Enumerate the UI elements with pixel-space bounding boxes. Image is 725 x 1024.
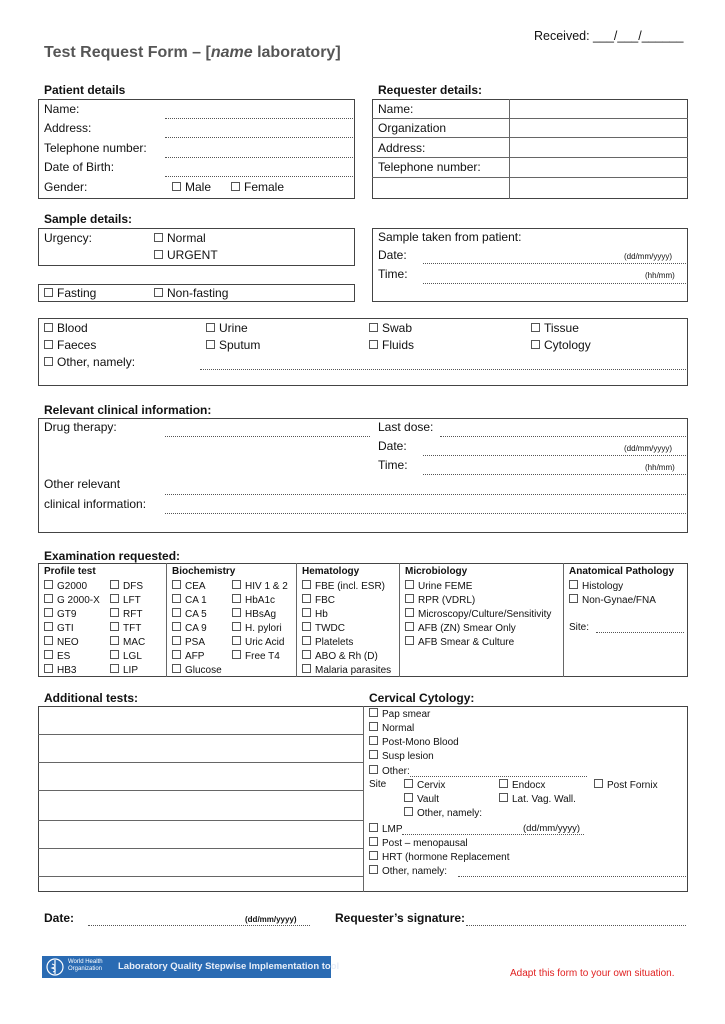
anat-site-field[interactable] — [596, 632, 684, 633]
biochem-heading: Biochemistry — [172, 566, 236, 577]
requester-divider — [509, 99, 510, 199]
exam-checkbox[interactable]: DFS — [110, 580, 143, 592]
requester-name-label: Name: — [378, 102, 414, 116]
requester-row-line — [372, 137, 688, 138]
type-urine-checkbox[interactable]: Urine — [206, 321, 248, 335]
type-blood-checkbox[interactable]: Blood — [44, 321, 88, 335]
exam-checkbox[interactable]: Non-Gynae/FNA — [569, 594, 656, 606]
exam-checkbox[interactable]: Platelets — [302, 636, 353, 648]
received-line: Received: ___/___/______ — [534, 29, 684, 43]
additional-row-line[interactable] — [38, 820, 363, 821]
exam-checkbox[interactable]: AFP — [172, 650, 204, 662]
cervical-checkbox[interactable]: Susp lesion — [369, 750, 434, 762]
hematology-heading: Hematology — [302, 566, 360, 577]
type-cytology-checkbox[interactable]: Cytology — [531, 338, 591, 352]
exam-checkbox[interactable]: G2000 — [44, 580, 87, 592]
type-tissue-checkbox[interactable]: Tissue — [531, 321, 579, 335]
exam-checkbox[interactable]: Histology — [569, 580, 623, 592]
exam-checkbox[interactable]: LIP — [110, 664, 138, 676]
additional-heading: Additional tests: — [44, 691, 139, 705]
type-swab-checkbox[interactable]: Swab — [369, 321, 412, 335]
requester-row-line — [372, 177, 688, 178]
signature-label: Requester’s signature: — [335, 911, 466, 925]
exam-checkbox[interactable]: HBsAg — [232, 608, 276, 620]
exam-checkbox[interactable]: LGL — [110, 650, 142, 662]
additional-row-line[interactable] — [38, 790, 363, 791]
sample-date-label: Date: — [378, 248, 407, 262]
cervical-heading: Cervical Cytology: — [369, 691, 475, 705]
lmp-field[interactable] — [402, 834, 584, 835]
exam-checkbox[interactable]: G 2000-X — [44, 594, 100, 606]
drug-therapy-label: Drug therapy: — [44, 420, 117, 434]
site-checkbox[interactable]: Endocx — [499, 779, 545, 791]
exam-divider — [296, 563, 297, 677]
who-tool-name: Laboratory Quality Stepwise Implementation tool — [118, 961, 340, 972]
sample-date-format: (dd/mm/yyyy) — [624, 252, 672, 261]
other-clinical-label-2: clinical information: — [44, 497, 147, 511]
urgency-label: Urgency: — [44, 231, 93, 245]
exam-checkbox[interactable]: Glucose — [172, 664, 222, 676]
exam-divider — [563, 563, 564, 677]
additional-row-line[interactable] — [38, 734, 363, 735]
exam-checkbox[interactable]: ES — [44, 650, 70, 662]
patient-name-label: Name: — [44, 102, 80, 116]
patient-address-field[interactable] — [165, 137, 353, 138]
exam-checkbox[interactable]: CA 1 — [172, 594, 207, 606]
exam-checkbox[interactable]: MAC — [110, 636, 145, 648]
who-logo-text: World Health Organization — [68, 959, 103, 972]
exam-checkbox[interactable]: HbA1c — [232, 594, 275, 606]
clinical-date-format: (dd/mm/yyyy) — [624, 444, 672, 453]
exam-checkbox[interactable]: Uric Acid — [232, 636, 284, 648]
gender-male-checkbox[interactable]: Male — [172, 180, 211, 194]
exam-checkbox[interactable]: HB3 — [44, 664, 76, 676]
other-clinical-field-1[interactable] — [165, 494, 686, 495]
sample-taken-label: Sample taken from patient: — [378, 230, 522, 244]
sample-time-format: (hh/mm) — [645, 271, 675, 280]
type-fluids-checkbox[interactable]: Fluids — [369, 338, 414, 352]
drug-therapy-field[interactable] — [165, 436, 370, 437]
footer-date-field[interactable] — [88, 925, 310, 926]
sample-date-field[interactable] — [423, 263, 686, 264]
exam-checkbox[interactable]: ABO & Rh (D) — [302, 650, 378, 662]
sample-heading: Sample details: — [44, 212, 133, 226]
clinical-time-label: Time: — [378, 458, 408, 472]
exam-checkbox[interactable]: H. pylori — [232, 622, 282, 634]
anat-path-heading: Anatomical Pathology — [569, 566, 675, 577]
site-checkbox[interactable]: Lat. Vag. Wall. — [499, 793, 576, 805]
clinical-date-field[interactable] — [423, 455, 686, 456]
exam-checkbox[interactable]: AFB Smear & Culture — [405, 636, 514, 648]
microbiology-heading: Microbiology — [405, 566, 468, 577]
other-clinical-field-2[interactable] — [165, 513, 686, 514]
exam-checkbox[interactable]: Free T4 — [232, 650, 280, 662]
cervical-other-namely-field[interactable] — [458, 876, 686, 877]
signature-field[interactable] — [466, 925, 686, 926]
exam-checkbox[interactable]: RPR (VDRL) — [405, 594, 475, 606]
site-checkbox[interactable]: Post Fornix — [594, 779, 658, 791]
site-checkbox[interactable]: Cervix — [404, 779, 445, 791]
exam-checkbox[interactable]: Hb — [302, 608, 328, 620]
cervical-checkbox[interactable]: HRT (hormone Replacement — [369, 851, 509, 863]
type-other-field[interactable] — [200, 369, 686, 370]
who-banner — [42, 956, 340, 978]
requester-phone-label: Telephone number: — [378, 160, 481, 174]
requester-org-label: Organization — [378, 121, 447, 135]
exam-checkbox[interactable]: GT9 — [44, 608, 76, 620]
clinical-heading: Relevant clinical information: — [44, 403, 212, 417]
exam-checkbox[interactable]: Microscopy/Culture/Sensitivity — [405, 608, 551, 620]
exam-checkbox[interactable]: TWDC — [302, 622, 345, 634]
clinical-time-format: (hh/mm) — [645, 463, 675, 472]
requester-heading: Requester details: — [378, 83, 483, 97]
cervical-checkbox[interactable]: Pap smear — [369, 708, 430, 720]
sample-time-label: Time: — [378, 267, 408, 281]
sample-type-box — [38, 318, 688, 386]
type-sputum-checkbox[interactable]: Sputum — [206, 338, 260, 352]
urgency-urgent-checkbox[interactable]: URGENT — [154, 248, 218, 262]
urgency-normal-checkbox[interactable]: Normal — [154, 231, 206, 245]
additional-row-line[interactable] — [38, 762, 363, 763]
fasting-checkbox[interactable]: Fasting — [44, 286, 96, 300]
exam-checkbox[interactable]: FBC — [302, 594, 335, 606]
footer-date-format: (dd/mm/yyyy) — [245, 915, 297, 924]
cervical-other-field[interactable] — [410, 776, 587, 777]
page-title: Test Request Form – [name laboratory] — [44, 44, 341, 61]
exam-checkbox[interactable]: HIV 1 & 2 — [232, 580, 288, 592]
site-checkbox[interactable]: Vault — [404, 793, 439, 805]
exam-checkbox[interactable]: CEA — [172, 580, 206, 592]
patient-dob-label: Date of Birth: — [44, 160, 115, 174]
patient-heading: Patient details — [44, 83, 126, 97]
site-checkbox[interactable]: Other, namely: — [404, 807, 482, 819]
exam-checkbox[interactable]: Malaria parasites — [302, 664, 391, 676]
clinical-date-label: Date: — [378, 439, 407, 453]
lmp-checkbox[interactable]: LMP — [369, 823, 403, 835]
footer-date-label: Date: — [44, 911, 75, 925]
last-dose-field[interactable] — [440, 436, 686, 437]
additional-divider — [363, 706, 364, 892]
requester-address-label: Address: — [378, 141, 426, 155]
sample-time-field[interactable] — [423, 283, 686, 284]
cervical-checkbox[interactable]: Other: — [369, 765, 410, 777]
exam-checkbox[interactable]: RFT — [110, 608, 142, 620]
exam-checkbox[interactable]: AFB (ZN) Smear Only — [405, 622, 516, 634]
patient-phone-field[interactable] — [165, 157, 353, 158]
exam-heading: Examination requested: — [44, 549, 181, 563]
exam-checkbox[interactable]: FBE (incl. ESR) — [302, 580, 385, 592]
last-dose-label: Last dose: — [378, 420, 434, 434]
patient-address-label: Address: — [44, 121, 92, 135]
patient-phone-label: Telephone number: — [44, 141, 147, 155]
exam-checkbox[interactable]: PSA — [172, 636, 205, 648]
additional-row-line[interactable] — [38, 848, 363, 849]
additional-row-line[interactable] — [38, 876, 363, 877]
requester-row-line — [372, 118, 688, 119]
profile-test-heading: Profile test — [44, 566, 96, 577]
exam-checkbox[interactable]: TFT — [110, 622, 141, 634]
patient-gender-label: Gender: — [44, 180, 88, 194]
cervical-checkbox[interactable]: Post – menopausal — [369, 837, 468, 849]
cervical-checkbox[interactable]: Other, namely: — [369, 865, 447, 877]
exam-checkbox[interactable]: Urine FEME — [405, 580, 472, 592]
exam-divider — [166, 563, 167, 677]
exam-checkbox[interactable]: LFT — [110, 594, 141, 606]
cervical-checkbox[interactable]: Post-Mono Blood — [369, 736, 459, 748]
exam-checkbox[interactable]: CA 9 — [172, 622, 207, 634]
cervical-checkbox[interactable]: Normal — [369, 722, 414, 734]
patient-dob-field[interactable] — [165, 176, 353, 177]
type-other-checkbox[interactable]: Other, namely: — [44, 355, 135, 369]
cervical-site-label: Site — [369, 779, 387, 790]
type-faeces-checkbox[interactable]: Faeces — [44, 338, 96, 352]
requester-row-line — [372, 157, 688, 158]
exam-checkbox[interactable]: GTI — [44, 622, 74, 634]
non-fasting-checkbox[interactable]: Non-fasting — [154, 286, 228, 300]
clinical-time-field[interactable] — [423, 474, 686, 475]
exam-checkbox[interactable]: CA 5 — [172, 608, 207, 620]
gender-female-checkbox[interactable]: Female — [231, 180, 284, 194]
exam-divider — [399, 563, 400, 677]
who-emblem-icon — [45, 958, 65, 976]
lmp-format: (dd/mm/yyyy) — [523, 823, 580, 834]
patient-name-field[interactable] — [165, 118, 353, 119]
adapt-note: Adapt this form to your own situation. — [510, 968, 675, 979]
anat-site-label: Site: — [569, 622, 590, 633]
exam-checkbox[interactable]: NEO — [44, 636, 79, 648]
other-clinical-label-1: Other relevant — [44, 477, 121, 491]
